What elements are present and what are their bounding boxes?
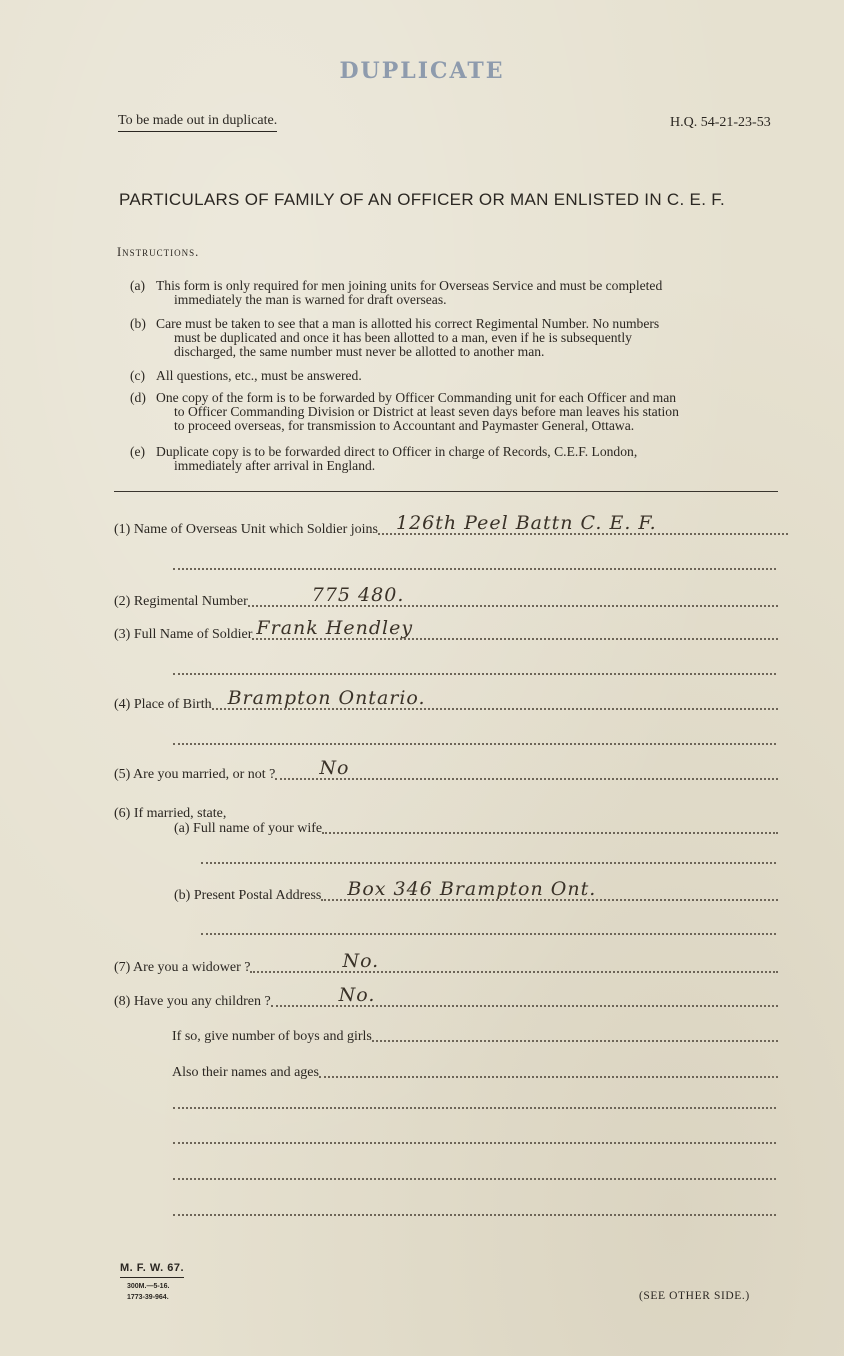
q4-label: (4) Place of Birth	[114, 697, 212, 712]
dotted-line	[173, 1107, 776, 1109]
q4-field	[114, 689, 778, 713]
q6b-input[interactable]	[321, 879, 778, 901]
q8-value: No.	[338, 984, 376, 1006]
q3-input[interactable]	[252, 618, 778, 640]
instruction-label: (c)	[130, 368, 146, 383]
instruction-text: must be duplicated and once it has been allotted to a man, even if he is subsequently	[174, 330, 632, 345]
q7-input[interactable]	[250, 951, 778, 973]
dotted-line	[173, 743, 776, 745]
instruction-text: Care must be taken to see that a man is allotted his correct Regimental Number. No numbers	[156, 316, 660, 331]
q8b-field	[172, 1057, 778, 1081]
q7-value: No.	[342, 950, 380, 972]
dotted-line	[173, 568, 776, 570]
duplicate-stamp: DUPLICATE	[339, 58, 505, 84]
q5-label: (5) Are you married, or not ?	[114, 767, 276, 782]
q1-field	[114, 514, 788, 538]
instruction-label: (e)	[130, 444, 146, 459]
q2-value: 775 480.	[311, 584, 405, 606]
instruction-d	[130, 391, 782, 433]
q8b-input[interactable]	[319, 1056, 778, 1078]
instruction-text: One copy of the form is to be forwarded by Officer Commanding unit for each Officer and man	[156, 390, 677, 405]
q6b-field	[174, 880, 778, 904]
q7-label: (7) Are you a widower ?	[114, 960, 251, 975]
see-other-side-note: (SEE OTHER SIDE.)	[639, 1290, 750, 1302]
q4-value: Brampton Ontario.	[227, 687, 426, 709]
instruction-label: (b)	[130, 316, 146, 331]
q6a-field	[174, 813, 778, 837]
form-code: M. F. W. 67.	[120, 1262, 184, 1278]
instruction-text: All questions, etc., must be answered.	[156, 368, 362, 383]
instruction-label: (a)	[130, 278, 146, 293]
q6a-label: (a) Full name of your wife	[174, 821, 323, 836]
q6b-label: (b) Present Postal Address	[174, 888, 322, 903]
instruction-text: immediately the man is warned for draft overseas.	[174, 292, 447, 307]
q8a-field	[172, 1021, 778, 1045]
hq-reference: H.Q. 54-21-23-53	[670, 115, 771, 130]
q6b-value: Box 346 Brampton Ont.	[347, 878, 597, 900]
instruction-c	[130, 369, 782, 383]
instructions-heading: Instructions.	[117, 245, 200, 259]
instruction-text: to proceed overseas, for transmission to Accountant and Paymaster General, Ottawa.	[174, 418, 635, 433]
dotted-line	[173, 1142, 776, 1144]
made-out-note: To be made out in duplicate.	[118, 113, 277, 132]
q8a-input[interactable]	[372, 1020, 778, 1042]
instruction-b	[130, 317, 782, 359]
q6a-input[interactable]	[322, 812, 778, 834]
q8a-label: If so, give number of boys and girls	[172, 1029, 372, 1044]
q5-input[interactable]	[275, 758, 778, 780]
dotted-line	[173, 1178, 776, 1180]
printer-mark: 300M.—5-16.	[127, 1283, 170, 1290]
q4-input[interactable]	[212, 688, 778, 710]
q8-input[interactable]	[271, 985, 778, 1007]
form-title: PARTICULARS OF FAMILY OF AN OFFICER OR MAN ENLISTED IN C. E. F.	[118, 190, 726, 209]
section-divider	[114, 491, 778, 492]
q3-value: Frank Hendley	[256, 617, 414, 639]
q5-value: No	[319, 757, 350, 779]
q2-label: (2) Regimental Number	[114, 594, 248, 609]
q1-input[interactable]	[378, 513, 788, 535]
q5-field	[114, 759, 778, 783]
instruction-text: immediately after arrival in England.	[174, 458, 376, 473]
dotted-line	[173, 1214, 776, 1216]
printer-mark: 1773-39-964.	[127, 1294, 169, 1301]
instruction-text: discharged, the same number must never be allotted to another man.	[174, 344, 545, 359]
instruction-text: This form is only required for men joining units for Overseas Service and must be completed	[156, 278, 663, 293]
q1-value: 126th Peel Battn C. E. F.	[396, 512, 657, 534]
q7-field	[114, 952, 778, 976]
q3-label: (3) Full Name of Soldier	[114, 627, 253, 642]
dotted-line	[201, 862, 776, 864]
dotted-line	[173, 673, 776, 675]
q1-label: (1) Name of Overseas Unit which Soldier joins	[114, 522, 378, 537]
instruction-text: Duplicate copy is to be forwarded direct to Officer in charge of Records, C.E.F. London,	[156, 444, 638, 459]
q2-field	[114, 586, 778, 610]
q8b-label: Also their names and ages	[172, 1065, 319, 1080]
q8-label: (8) Have you any children ?	[114, 994, 271, 1009]
instruction-a	[130, 279, 782, 307]
instruction-e	[130, 445, 782, 473]
q6-label: (6) If married, state,	[114, 806, 227, 821]
dotted-line	[201, 933, 776, 935]
instruction-label: (d)	[130, 390, 146, 405]
q3-field	[114, 619, 778, 643]
q2-input[interactable]	[248, 585, 778, 607]
instruction-text: to Officer Commanding Division or District at least seven days before man leaves his station	[174, 404, 679, 419]
q8-field	[114, 986, 778, 1010]
